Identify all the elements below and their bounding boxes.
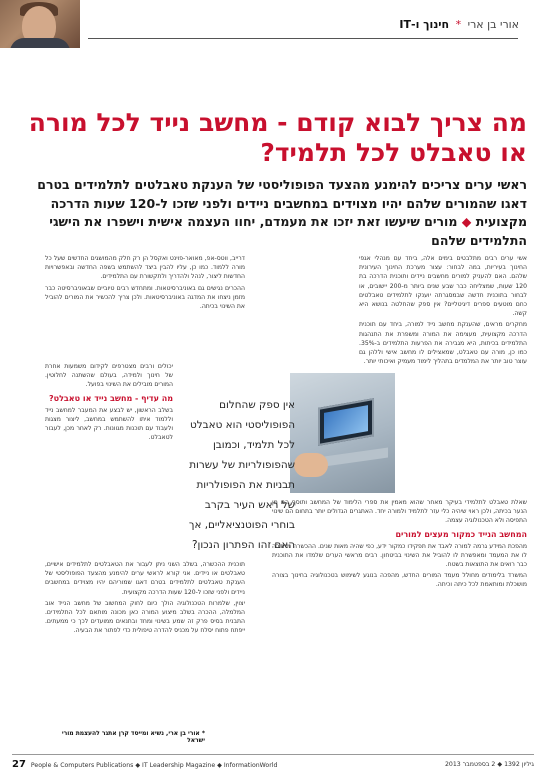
article-column-right-bottom [272, 498, 527, 592]
footer-rule [12, 754, 534, 755]
headline: מה צריך לבוא קודם - מחשב נייד לכל מורה או טאבלט לכל תלמיד? [28, 108, 527, 167]
section-heading: המחשב הנייד כמקור מעצים למורים [395, 529, 527, 539]
paragraph: מהפכת המידע גרמה למורה לאבד את תפקידו כמקור ידע, כפי שהיה מאות שנים. ההכשרה מחזירה לו את המעמד ומאפשרת לו להוביל את השינוי בביטחון. רבים מראשי הערים שלמדו את התוכנית כבר רואים את התוצאות בשטח. [272, 542, 527, 569]
shirt-shape [10, 38, 70, 48]
separator: * [455, 18, 462, 31]
footer-item: IT Leadership Magazine [142, 762, 216, 769]
author-byline: * אורי בן ארי, נשיא ומייסד קרן אתגר להעצמת מורי ישראל [61, 730, 205, 744]
footer-separator: ◆ [135, 762, 141, 769]
article-column-right [359, 254, 527, 368]
footer-publications [12, 759, 277, 770]
footer-item: InformationWorld [223, 762, 278, 769]
author-photo [0, 0, 80, 48]
footer-separator: ◆ [217, 762, 222, 769]
section-heading: מה עדיף - מחשב נייד או טאבלט? [49, 393, 173, 403]
paragraph: שאלת טאבלט לתלמידי בעיקר מאחר שהוא מאמין את ספרי הלימוד של המחשב ותוסף הם מן הנער בכיתה, ולכן ראוי שיהיה כלי עזר לתלמיד ולמורה יחד. האתגרים הגדולים יותר בתחום הם שינוי התפיסה ולא הטכנולוגיה עצמה. [272, 499, 527, 525]
author-name: אורי בן ארי [467, 18, 519, 31]
laptop-photo [290, 373, 395, 493]
section-name: חינוך ו-IT [399, 18, 450, 31]
paragraph: בשלב הראשון, יש לבצע את המעבר למחשב נייד וללמוד איתו להשתמש במחשב, ליצור מצגות ולעבוד עם תוכנות מגוונות. רק לאחר מכן, לעבור לטאבלט. [45, 406, 173, 442]
hand-shape [294, 453, 328, 477]
subhead-part2: מורים שיעשו זאת יזכו את מעמדם, יחוו העצמה אישית וישפרו את הישגי התלמידים שלהם [49, 214, 527, 248]
pull-quote: אין ספק שהחלום הפופוליסטי הוא טאבלט לכל תלמיד, וכמובן שהפופולריות של עשרות תבניות את הפופולריות של ראש העיר בקרב בוחרי הפוטנציאליים, אך האם זהו הפתרון הנכון? [188, 399, 295, 551]
paragraph: יצוין, שלמרות הטכנולוגיה הולך כיום לחוק המחשוב של מחשב הנייד אוב המלמלה, ההכרה בשלב מיצוע המורה כאן מכונה מותאם לכל התלמידים. התבנית בסיס פרק זה שמע בשינוי ומחד ובתנאים ממועדים לכך כי ממעתים. ייפתח פתוח יסלח על מכניס להדרה טיפולית כדי לפתור את הבעיה. [45, 599, 245, 635]
header-rule [88, 38, 518, 39]
laptop-shape [318, 398, 374, 446]
article-column-left-top [45, 254, 245, 313]
subhead-bullet: ◆ [461, 214, 472, 229]
page-footer [12, 759, 534, 771]
paragraph: המשרד בלימודים מחולל מעמד המורים החדש, מהפכה בנוגע לשימוש בטכנולוגיה בחינוך בצורה מושכלת ומותאמת לכל כיתה וכיתה. [272, 572, 527, 589]
paragraph: דרייב, ווטס-אפ, מאואר-פוינט ואקסל הן רק חלק מהמושגים החדשים שעל כל מורה ללמוד. כמו כן, עליו להבין ביצד להשתמש בשפה החדשה ובאפשרויות החדשות ליצור, לנהל ולהדריך ולתקשורת עם התלמידים. [45, 255, 245, 281]
subhead-part1: ראשי ערים צריכים להימנע מהצעד הפופוליסטי של הענקת טאבלטים לתלמידים בטרם דאגו שהמורים שלהם יהיו מצוידים במחשבים ניידים ולפני שזכו ל-120 שעות הדרכה מקצועית [37, 177, 527, 229]
paragraph: תוכנית ההכשרה, בשלב השני ניתן לעבור את הטאבלטים לתלמידים אישיים, טאבלטים או ניידים. אני קורא לראשי ערים להימנע מהצעד הפופוליסטי של הענקת טאבלטים לתלמידים בטרם דאגו שמוריהם יהיו מצוידים במחשבים ניידים ולפני שזכו ל-120 שעות הדרכה מקצועית. [45, 561, 245, 596]
footer-item: People & Computers Publications [30, 762, 134, 769]
article-column-left-bottom [45, 560, 245, 638]
column-tag [399, 18, 519, 31]
laptop-screen [324, 405, 368, 439]
page-number: 27 [12, 759, 26, 770]
article-column-left-narrow [45, 362, 173, 444]
paragraph: אשי ערים רבים מתלבטים בימים אלה, ביחד עם מנהלי אגפי החינוך בעיריות, במה לבחור: עצור מערכת החינוך העירונית שלהם. האם להעניק למורים מחשבים ניידים ותוכנית הדרכה בת 120 שעות, שמצליחה כבר שבע שנים ביותר מ-200 יישובים, או לבחור בתוכנית חדשה שבמסגרתה יוענקו לתלמידים טאבלטים כחם מוטעים ספרים דיגיטליים? אין ספק שהחלטה בנושא היא קשה. [359, 255, 527, 318]
paragraph: ההכרים נגישים גם באוניברסיטאות. ומתחדש רבים טיוביים שבאוניברסיטה כבר מזמן ניצחו את המדגה באוניברסיטאות. ולכן צריך להכשיר את המורים להוביל את השינוי בכיתה. [45, 284, 245, 311]
paragraph: יכולים ורבים מצטרפים לקידום משמעות אחרת של חינוך ולמידה, בעולם שהשתנה לחלוטין. המורים מובילים את השינוי בפועל. [45, 363, 173, 389]
footer-issue-date: גיליון 1392 ◆ 2 בספטמבר 2013 [444, 761, 534, 768]
paragraph: מחקרים מראים, שהענקת מחשב נייד למורה, ביחד עם תוכנית הדרכה מקצועית, מעצימה את המורה ומשפרת את התנהגות התלמידים בכיתות, היא מגבירה את הפרעות התלמידים ב-35%. כמו כן, מורה עם טאבלט, שמאצילים לו מחשב אישי וללהן גם עוצר טוב יותר את המלמדים בתהליך לימוד מעמיק ואיכותי יותר. [359, 321, 527, 366]
subhead [22, 176, 527, 250]
